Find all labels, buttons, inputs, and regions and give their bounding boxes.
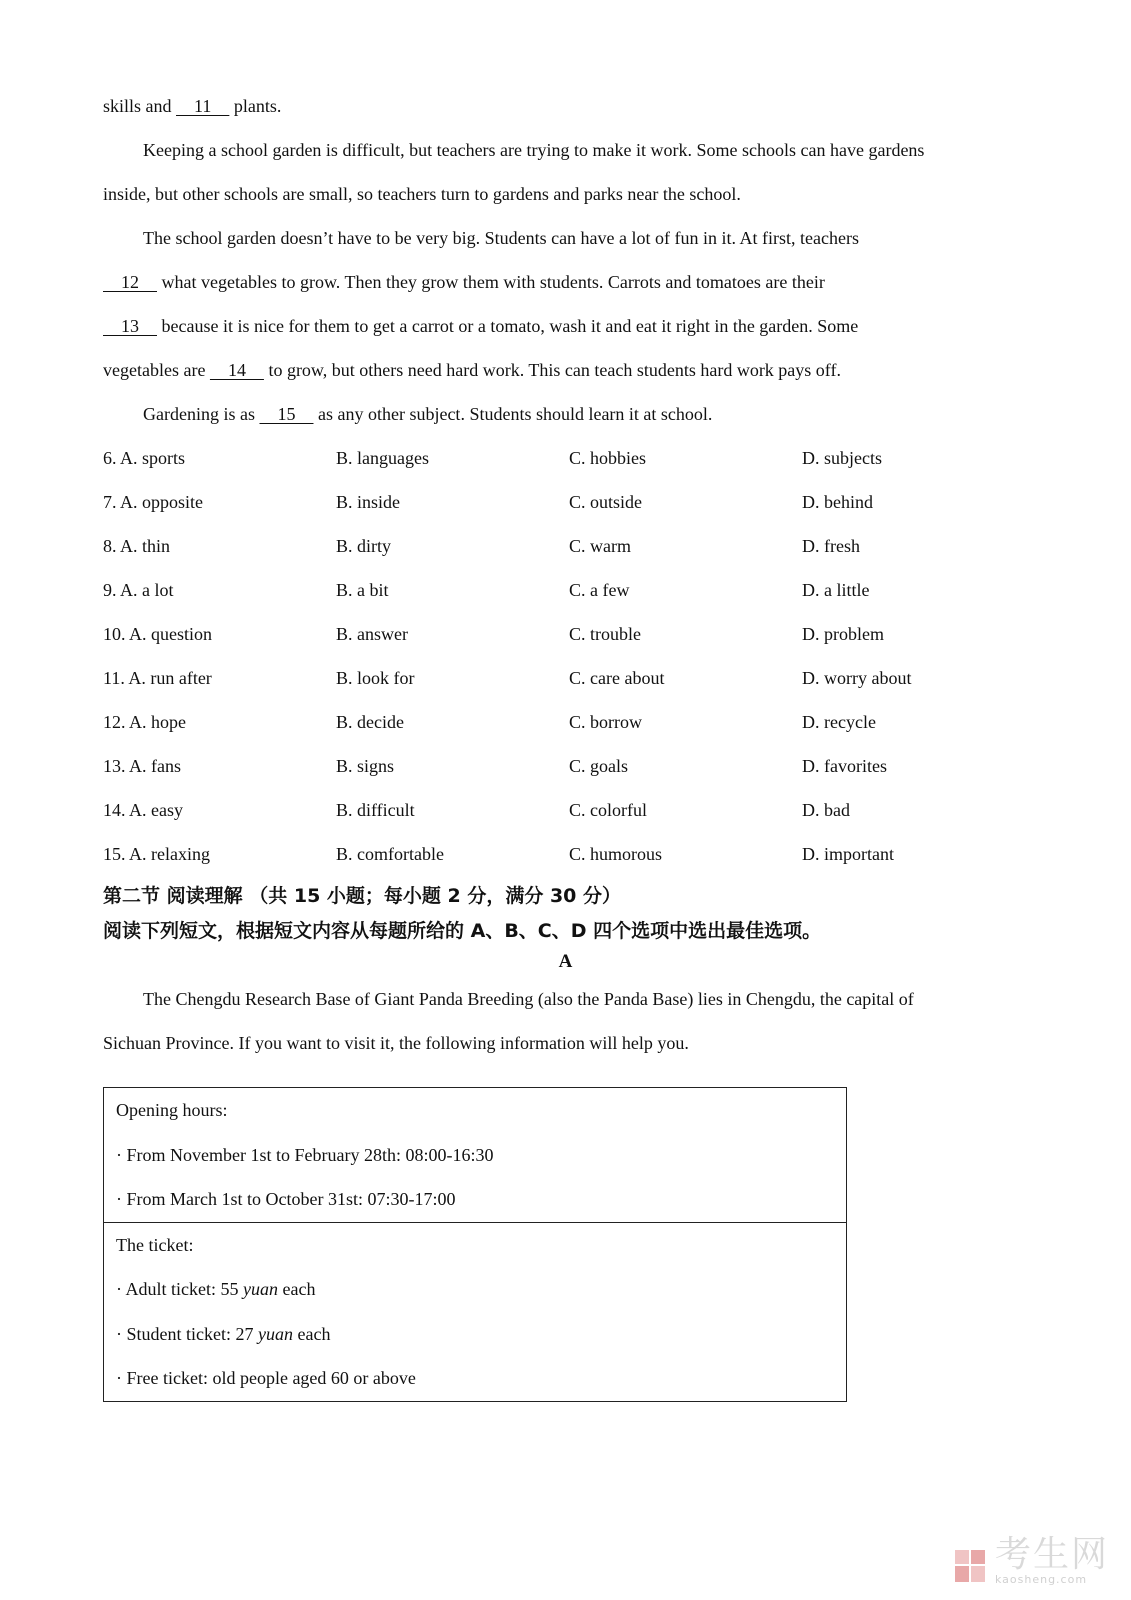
option-b: B. a bit xyxy=(336,580,389,600)
paragraph-4-line-1 xyxy=(143,404,712,425)
reading-line-2: Sichuan Province. If you want to visit it, the following information will help you. xyxy=(103,1033,689,1053)
option-d: D. a little xyxy=(802,580,870,600)
blank-15: 15 xyxy=(259,404,314,424)
passage-text: as any other subject. Students should learn it at school. xyxy=(313,404,713,424)
option-c: C. humorous xyxy=(569,844,663,864)
option-c: C. a few xyxy=(569,580,630,600)
option-a: 7. A. opposite xyxy=(103,492,204,512)
option-a: 12. A. hope xyxy=(103,712,186,732)
opening-hours-item: · From March 1st to October 31st: 07:30-17:00 xyxy=(116,1189,456,1209)
option-a: 15. A. relaxing xyxy=(103,844,210,864)
watermark-url: kaosheng.com xyxy=(994,1573,1088,1586)
blank-11: 11 xyxy=(176,96,230,116)
option-a: 6. A. sports xyxy=(103,448,186,468)
currency-unit: yuan xyxy=(242,1279,278,1299)
passage-label: A xyxy=(558,951,573,972)
option-b: B. dirty xyxy=(336,536,392,556)
option-b: B. look for xyxy=(336,668,415,688)
passage-line-1 xyxy=(103,96,281,117)
option-a: 11. A. run after xyxy=(103,668,212,688)
paragraph-3-line-2 xyxy=(103,272,825,293)
option-d: D. problem xyxy=(802,624,884,644)
info-table xyxy=(103,1087,847,1402)
option-b: B. difficult xyxy=(336,800,415,820)
option-row-10 xyxy=(103,624,1033,648)
option-c: C. warm xyxy=(569,536,631,556)
option-d: D. favorites xyxy=(802,756,887,776)
option-d: D. subjects xyxy=(802,448,882,468)
option-row-8 xyxy=(103,536,1033,560)
option-row-7 xyxy=(103,492,1033,516)
option-row-14 xyxy=(103,800,1033,824)
opening-hours-cell xyxy=(104,1088,846,1222)
option-a: 13. A. fans xyxy=(103,756,181,776)
passage-text: plants. xyxy=(229,96,282,116)
option-row-11 xyxy=(103,668,1033,692)
reading-line-1: The Chengdu Research Base of Giant Panda Breeding (also the Panda Base) lies in Chengdu, the capital of xyxy=(143,989,914,1009)
option-b: B. inside xyxy=(336,492,401,512)
ticket-text: each xyxy=(292,1323,331,1344)
student-ticket xyxy=(116,1312,834,1357)
option-c: C. goals xyxy=(569,756,629,776)
option-d: D. recycle xyxy=(802,712,876,732)
option-d: D. worry about xyxy=(802,668,912,688)
paragraph-3-line-1: The school garden doesn’t have to be very big. Students can have a lot of fun in it. At first, teachers xyxy=(143,228,859,248)
option-b: B. signs xyxy=(336,756,395,776)
blank-12: 12 xyxy=(103,272,157,292)
blank-14: 14 xyxy=(209,360,264,380)
ticket-text: each xyxy=(277,1279,316,1299)
ticket-title: The ticket: xyxy=(116,1234,194,1255)
watermark xyxy=(953,1534,1109,1586)
option-d: D. fresh xyxy=(802,536,860,556)
paragraph-2-line-1: Keeping a school garden is difficult, but teachers are trying to make it work. Some schools can have gardens xyxy=(143,140,925,160)
option-b: B. languages xyxy=(336,448,429,468)
paragraph-3-line-4 xyxy=(103,360,841,381)
opening-hours-item: · From November 1st to February 28th: 08:00-16:30 xyxy=(116,1144,494,1165)
option-b: B. comfortable xyxy=(336,844,444,864)
option-a: 14. A. easy xyxy=(103,800,183,820)
free-ticket: · Free ticket: old people aged 60 or above xyxy=(116,1368,416,1388)
option-c: C. outside xyxy=(569,492,643,512)
option-d: D. important xyxy=(802,844,894,864)
option-d: D. bad xyxy=(802,800,850,820)
option-a: 10. A. question xyxy=(103,624,213,644)
option-b: B. answer xyxy=(336,624,408,644)
passage-text: Gardening is as xyxy=(143,404,260,424)
passage-text: skills and xyxy=(103,96,177,116)
option-row-13 xyxy=(103,756,1033,780)
option-row-15 xyxy=(103,844,1033,868)
watermark-logo-icon xyxy=(953,1546,989,1586)
ticket-text: · Adult ticket: 55 xyxy=(116,1279,243,1299)
adult-ticket xyxy=(116,1267,834,1312)
paragraph-2-line-2: inside, but other schools are small, so teachers turn to gardens and parks near the school. xyxy=(103,184,741,204)
passage-text: because it is nice for them to get a carrot or a tomato, wash it and eat it right in the garden. Some xyxy=(157,316,859,336)
paragraph-3-line-3 xyxy=(103,316,858,337)
section-instruction: 阅读下列短文，根据短文内容从每题所给的 A、B、C、D 四个选项中选出最佳选项。 xyxy=(103,920,822,942)
ticket-cell xyxy=(104,1222,846,1401)
option-a: 9. A. a lot xyxy=(103,580,174,600)
option-row-9 xyxy=(103,580,1033,604)
passage-text: vegetables are xyxy=(103,360,210,380)
currency-unit: yuan xyxy=(257,1323,293,1344)
watermark-name: 考生网 xyxy=(994,1534,1109,1575)
option-d: D. behind xyxy=(802,492,873,512)
option-c: C. hobbies xyxy=(569,448,647,468)
option-b: B. decide xyxy=(336,712,404,732)
passage-text: to grow, but others need hard work. This can teach students hard work pays off. xyxy=(263,360,841,380)
option-row-6 xyxy=(103,448,1033,472)
section-heading: 第二节 阅读理解 （共 15 小题；每小题 2 分，满分 30 分） xyxy=(103,885,622,907)
option-a: 8. A. thin xyxy=(103,536,171,556)
passage-text: what vegetables to grow. Then they grow them with students. Carrots and tomatoes are their xyxy=(157,272,825,292)
opening-hours-title: Opening hours: xyxy=(116,1100,228,1120)
option-c: C. care about xyxy=(569,668,665,688)
option-row-12 xyxy=(103,712,1033,736)
option-c: C. trouble xyxy=(569,624,641,644)
blank-13: 13 xyxy=(103,316,157,336)
ticket-text: · Student ticket: 27 xyxy=(116,1323,258,1344)
option-c: C. borrow xyxy=(569,712,642,732)
option-c: C. colorful xyxy=(569,800,647,820)
